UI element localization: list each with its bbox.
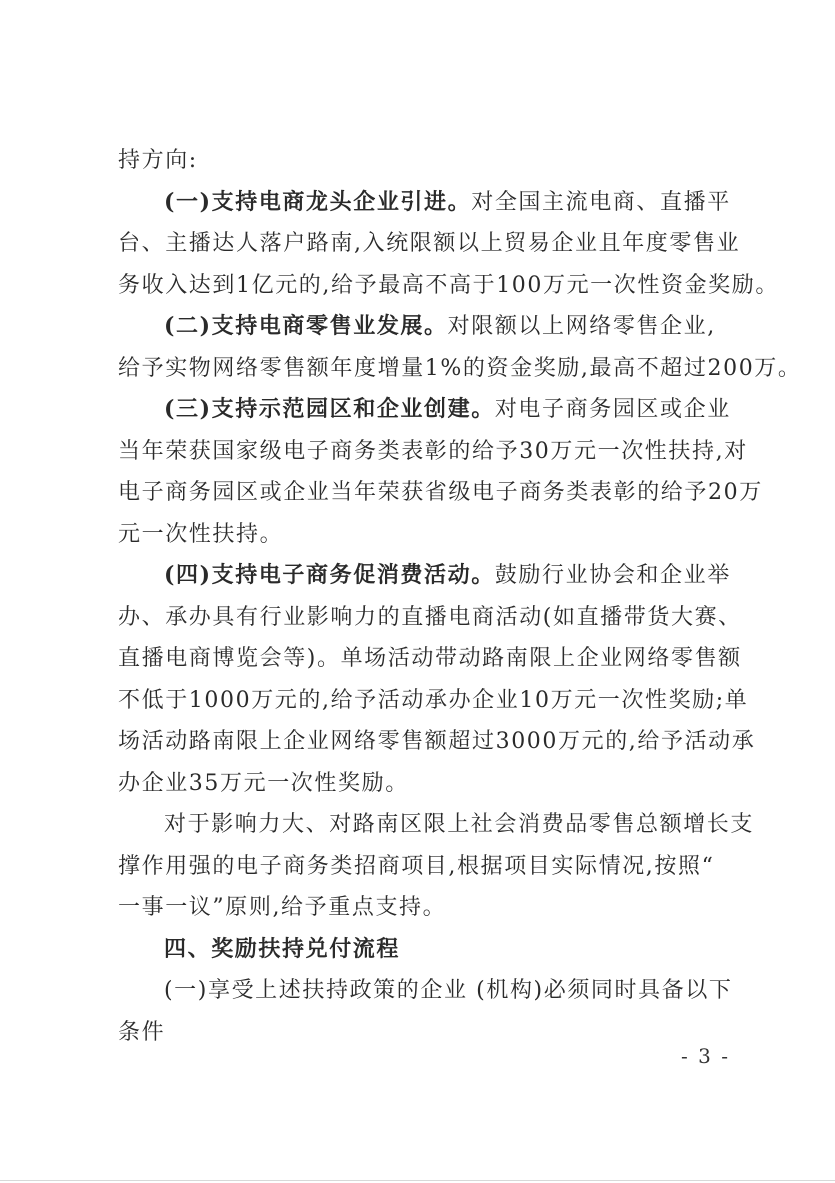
text-span: 对电子商务园区或企业 bbox=[494, 397, 731, 422]
paragraph-first-line: (一)享受上述扶持政策的企业 (机构)必须同时具备以下 bbox=[164, 978, 733, 1003]
subheading: (二)支持电商零售业发展。 bbox=[164, 313, 448, 339]
page-number: - 3 - bbox=[681, 1044, 730, 1068]
paragraph-first-line bbox=[118, 389, 758, 431]
body-text bbox=[118, 140, 802, 1053]
text-line: 台、主播达人落户路南,入统限额以上贸易企业且年度零售业 bbox=[118, 231, 741, 256]
subheading: (四)支持电子商务促消费活动。 bbox=[164, 562, 495, 588]
text-line: 撑作用强的电子商务类招商项目,根据项目实际情况,按照“ bbox=[118, 853, 715, 879]
paragraph-first-line bbox=[118, 555, 758, 597]
paragraph-first-line bbox=[118, 306, 758, 348]
text-line: 持方向: bbox=[118, 148, 198, 173]
subheading: (一)支持电商龙头企业引进。 bbox=[164, 188, 472, 215]
text-line: 办企业35万元一次性奖励。 bbox=[118, 770, 409, 796]
section-heading: 四、奖励扶持兑付流程 bbox=[164, 936, 401, 962]
text-line: 条件 bbox=[118, 1019, 166, 1045]
text-span: 鼓励行业协会和企业举 bbox=[494, 563, 731, 588]
text-line: 元一次性扶持。 bbox=[118, 521, 284, 547]
text-span: 对限额以上网络零售企业, bbox=[447, 314, 716, 339]
text-line: 不低于1000万元的,给予活动承办企业10万元一次性奖励;单 bbox=[118, 687, 749, 713]
text-line: 务收入达到1亿元的,给予最高不高于100万元一次性资金奖励。 bbox=[118, 272, 779, 298]
text-span: 对全国主流电商、直播平 bbox=[471, 189, 731, 215]
paragraph-first-line: 对于影响力大、对路南区限上社会消费品零售总额增长支 bbox=[164, 812, 755, 837]
text-line: 给予实物网络零售额年度增量1%的资金奖励,最高不超过200万。 bbox=[118, 355, 802, 381]
text-line: 场活动路南限上企业网络零售额超过3000万元的,给予活动承 bbox=[118, 729, 756, 754]
paragraph-first-line bbox=[118, 182, 758, 224]
page-bottom-edge bbox=[0, 1180, 835, 1181]
subheading: (三)支持示范园区和企业创建。 bbox=[164, 396, 495, 422]
text-line: 当年荣获国家级电子商务类表彰的给予30万元一次性扶持,对 bbox=[118, 438, 748, 464]
text-line: 办、承办具有行业影响力的直播电商活动(如直播带货大赛、 bbox=[118, 604, 742, 630]
text-line: 一事一议”原则,给予重点支持。 bbox=[118, 895, 447, 920]
text-line: 电子商务园区或企业当年荣获省级电子商务类表彰的给予20万 bbox=[118, 480, 763, 505]
text-line: 直播电商博览会等)。单场活动带动路南限上企业网络零售额 bbox=[118, 646, 742, 671]
